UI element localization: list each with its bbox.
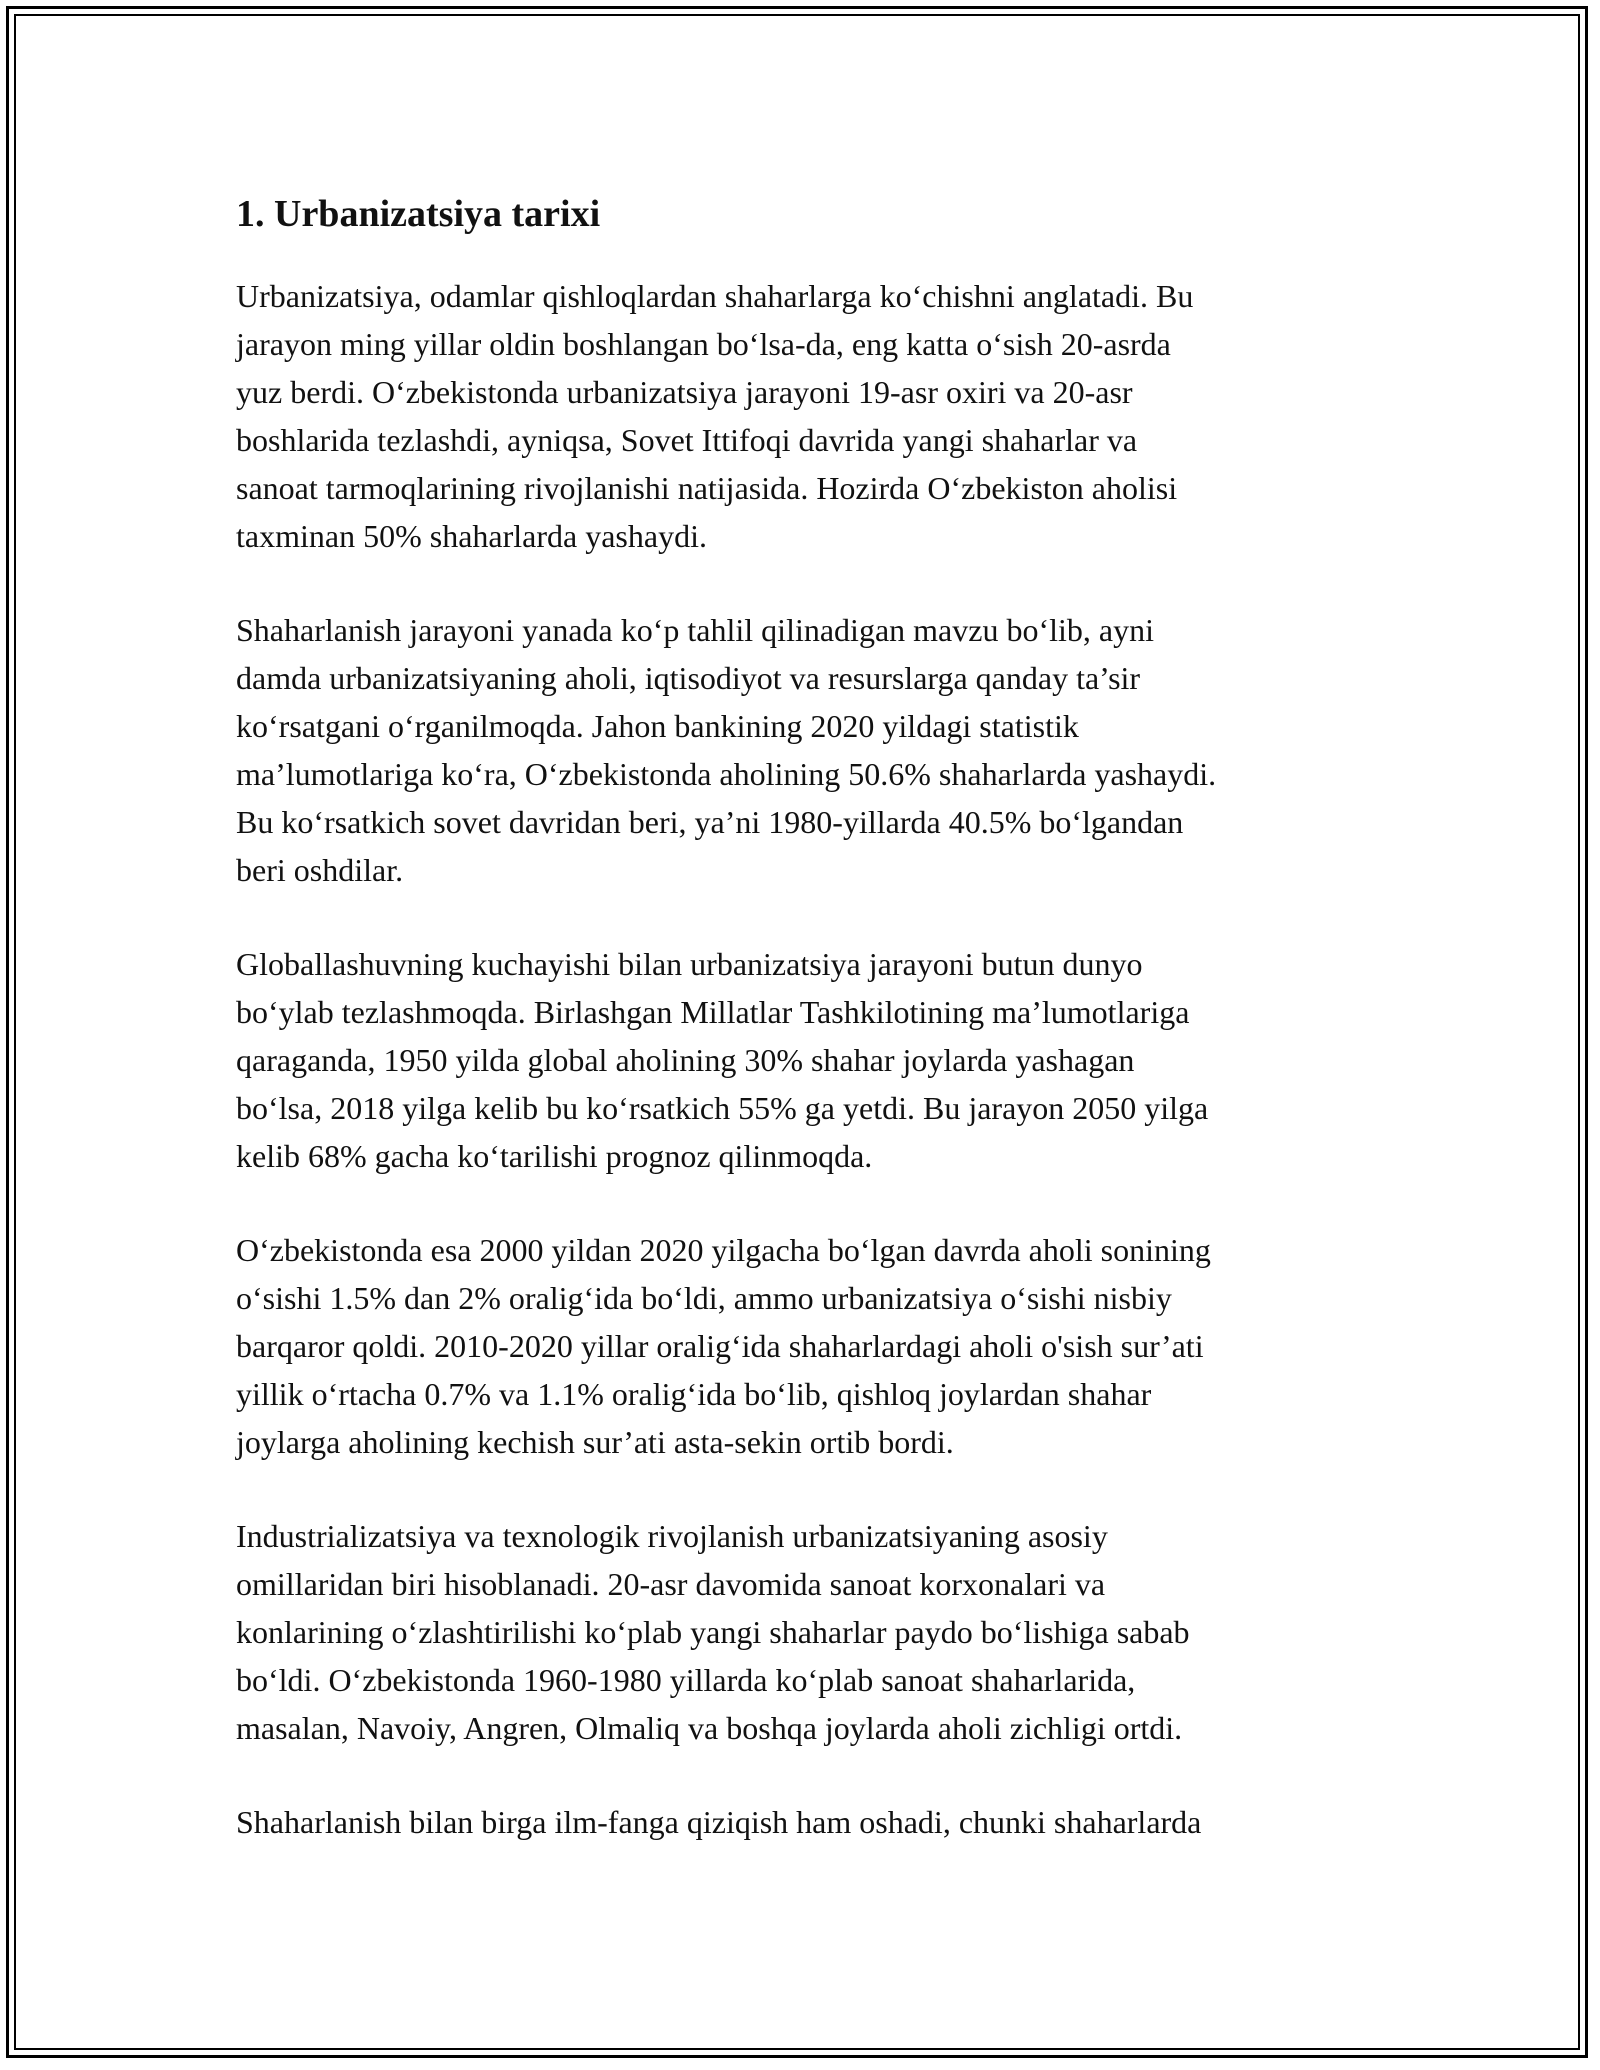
text-line: taxminan 50% shaharlarda yashaydi. [236, 518, 707, 554]
text-line: bo‘lsa, 2018 yilga kelib bu ko‘rsatkich 55% ga yetdi. Bu jarayon 2050 yilga [236, 1090, 1209, 1126]
text-line: barqaror qoldi. 2010-2020 yillar oralig‘ida shaharlardagi aholi o'sish sur’ati [236, 1328, 1204, 1364]
paragraph-list [236, 272, 1416, 1846]
paragraph-4 [236, 1226, 1416, 1466]
text-line: konlarining o‘zlashtirilishi ko‘plab yangi shaharlar paydo bo‘lishiga sabab [236, 1614, 1190, 1650]
text-line: Industrializatsiya va texnologik rivojlanish urbanizatsiyaning asosiy [236, 1518, 1108, 1554]
text-line: yuz berdi. O‘zbekistonda urbanizatsiya jarayoni 19-asr oxiri va 20-asr [236, 374, 1133, 410]
text-line: sanoat tarmoqlarining rivojlanishi natijasida. Hozirda O‘zbekiston aholisi [236, 470, 1178, 506]
text-line: bo‘ylab tezlashmoqda. Birlashgan Millatlar Tashkilotining ma’lumotlariga [236, 994, 1190, 1030]
text-line: bo‘ldi. O‘zbekistonda 1960-1980 yillarda ko‘plab sanoat shaharlarida, [236, 1662, 1136, 1698]
text-line: jarayon ming yillar oldin boshlangan bo‘lsa-da, eng katta o‘sish 20-asrda [236, 326, 1171, 362]
paragraph-2 [236, 606, 1416, 894]
text-line: o‘sishi 1.5% dan 2% oralig‘ida bo‘ldi, ammo urbanizatsiya o‘sishi nisbiy [236, 1280, 1172, 1316]
text-line: omillaridan biri hisoblanadi. 20-asr davomida sanoat korxonalari va [236, 1566, 1106, 1602]
text-line: qaraganda, 1950 yilda global aholining 30% shahar joylarda yashagan [236, 1042, 1135, 1078]
document-body [236, 186, 1416, 1892]
text-line: Urbanizatsiya, odamlar qishloqlardan shaharlarga ko‘chishni anglatadi. Bu [236, 278, 1194, 314]
text-line: damda urbanizatsiyaning aholi, iqtisodiyot va resurslarga qanday ta’sir [236, 660, 1141, 696]
text-line: yillik o‘rtacha 0.7% va 1.1% oralig‘ida bo‘lib, qishloq joylardan shahar [236, 1376, 1152, 1412]
text-line: Shaharlanish bilan birga ilm-fanga qiziqish ham oshadi, chunki shaharlarda [236, 1804, 1202, 1840]
text-line: beri oshdilar. [236, 852, 404, 888]
text-line: ko‘rsatgani o‘rganilmoqda. Jahon bankining 2020 yildagi statistik [236, 708, 1079, 744]
section-heading: 1. Urbanizatsiya tarixi [236, 193, 601, 235]
paragraph-5 [236, 1512, 1416, 1752]
text-line: ma’lumotlariga ko‘ra, O‘zbekistonda aholining 50.6% shaharlarda yashaydi. [236, 756, 1217, 792]
text-line: boshlarida tezlashdi, ayniqsa, Sovet Ittifoqi davrida yangi shaharlar va [236, 422, 1138, 458]
text-line: kelib 68% gacha ko‘tarilishi prognoz qilinmoqda. [236, 1138, 873, 1174]
paragraph-3 [236, 940, 1416, 1180]
text-line: joylarga aholining kechish sur’ati asta-sekin ortib bordi. [236, 1424, 954, 1460]
paragraph-1 [236, 272, 1416, 560]
text-line: Bu ko‘rsatkich sovet davridan beri, ya’ni 1980-yillarda 40.5% bo‘lgandan [236, 804, 1184, 840]
text-line: Globallashuvning kuchayishi bilan urbanizatsiya jarayoni butun dunyo [236, 946, 1143, 982]
text-line: Shaharlanish jarayoni yanada ko‘p tahlil qilinadigan mavzu bo‘lib, ayni [236, 612, 1154, 648]
text-line: O‘zbekistonda esa 2000 yildan 2020 yilgacha bo‘lgan davrda aholi sonining [236, 1232, 1211, 1268]
text-line: masalan, Navoiy, Angren, Olmaliq va boshqa joylarda aholi zichligi ortdi. [236, 1710, 1183, 1746]
paragraph-6 [236, 1798, 1416, 1846]
